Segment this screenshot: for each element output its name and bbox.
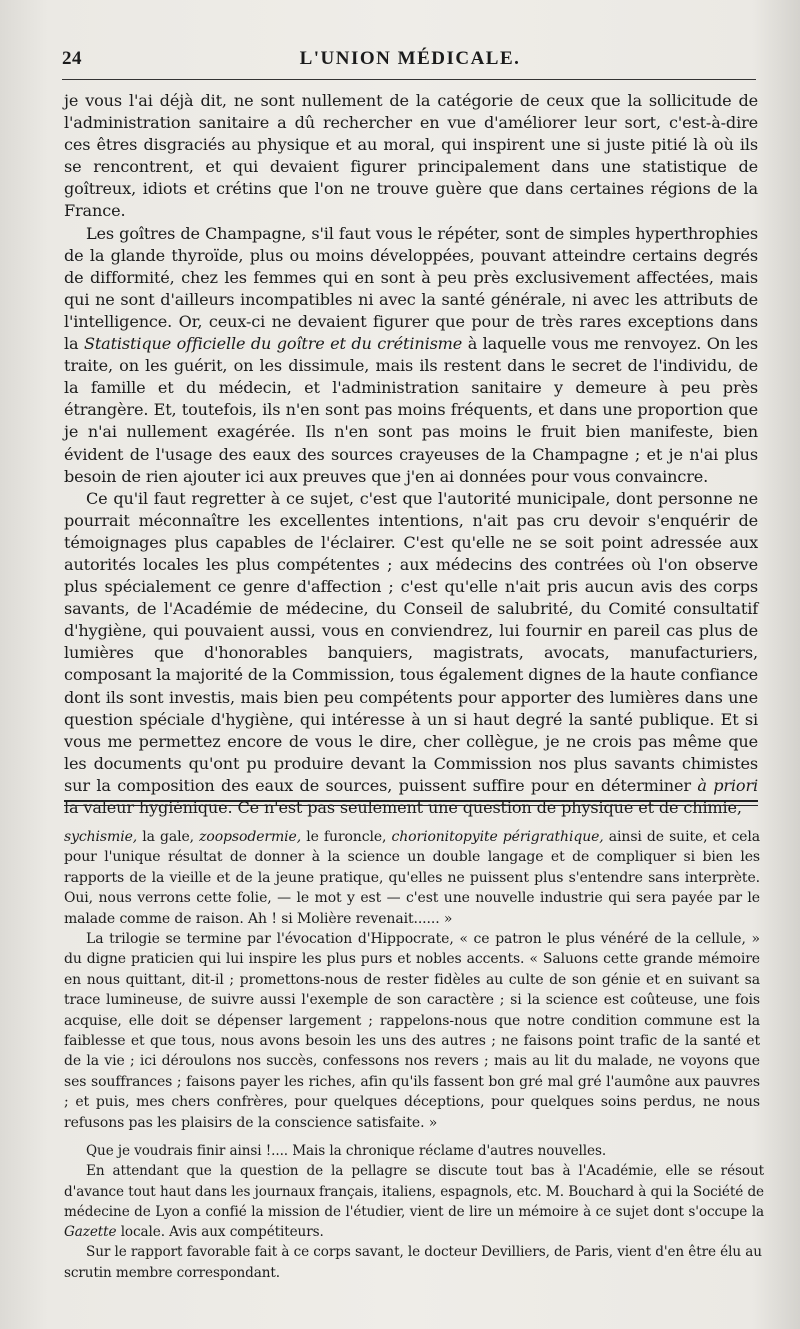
feuilleton-text-b: le furoncle, (306, 829, 387, 845)
gazette-title: Gazette (64, 1224, 117, 1241)
chronicle-paragraph-1: Que je voudrais finir ainsi !.... Mais la chronique réclame d'autres nouvelles. (86, 1143, 607, 1159)
paragraph-2-text-b: à laquelle vous me renvoyez. On les traite, on les guérit, on les dissimule, mais ils restent dans le secret de l'individu, de la famille et du médecin, et l'administration sanitaire y demeure à peu près étrangère. Et, toutefois, ils n'en sont pas moins fréquents, et dans une proportion que je n'ai nullement exagérée. Ils n'en sont pas moins le fruit bien manifeste, bien évident de l'usage des eaux des sources crayeuses de la Champagne ; et je n'ai plus besoin de rien ajouter ici aux preuves que j'en ai données pour vous convaincre. (64, 334, 759, 486)
paragraph-3-text-b: la valeur hygiénique. Ce n'est pas seulement une question de physique et de chimie, (64, 798, 742, 817)
chronicle-text-a: En attendant que la question de la pellagre se discute tout bas à l'Académie, elle se résout d'avance tout haut dans les journaux français, italiens, espagnols, etc. M. Bouchard à qui la Société de médecine de Lyon a confié la mission de l'étudier, vient de lire un mémoire à ce sujet dont s'occupe la (64, 1163, 764, 1220)
feuilleton-separator (64, 800, 758, 806)
term-zoopsodermie: zoopsodermie, (199, 829, 302, 845)
feuilleton-text-a: la gale, (142, 829, 194, 845)
paragraph-3 (64, 488, 758, 819)
page-number: 24 (62, 48, 82, 69)
term-sychismie: sychismie, (64, 829, 138, 845)
chronicle-paragraph-2 (64, 1161, 764, 1242)
feuilleton-text (64, 827, 760, 1133)
header-rule (62, 79, 756, 80)
paragraph-1: je vous l'ai déjà dit, ne sont nullement de la catégorie de ceux que la sollicitude de l'administration sanitaire a dû rechercher en vue d'améliorer leur sort, c'est-à-dire ces êtres disgraciés au physique et au moral, qui inspirent une si juste pitié là où ils se rencontrent, et qui devaient figurer principalement dans une statistique de goîtreux, idiots et crétins que l'on ne trouve guère que dans certaines régions de la France. (64, 91, 758, 221)
main-text (64, 90, 758, 819)
a-priori-phrase: à priori (697, 775, 758, 795)
feuilleton-paragraph-2: La trilogie se termine par l'évocation d'Hippocrate, « ce patron le plus vénéré de la cellule, » du digne praticien qui lui inspire les plus purs et nobles accents. « Saluons cette grande mémoire en nous quittant, dit-il ; promettons-nous de rester fidèles au culte de son génie et en suivant sa trace lumineuse, de suivre aussi l'exemple de son caractère ; si la science est coûteuse, une fois acquise, elle doit se dépenser largement ; rappelons-nous que notre condition commune est la faiblesse et que tous, nous avons besoin les uns des autres ; ne faisons point trafic de la santé et de la vie ; ici déroulons nos succès, confessons nos revers ; mais au lit du malade, ne voyons que ses souffrances ; faisons payer les riches, afin qu'ils fassent bon gré mal gré l'aumône aux pauvres ; et puis, mes chers confrères, pour quelques déceptions, pour quelques soins perdus, ne nous refusons pas les plaisirs de la conscience satisfaite. » (64, 931, 760, 1131)
paragraph-2 (64, 223, 758, 488)
chronicle-text-b: locale. Avis aux compétiteurs. (120, 1224, 324, 1241)
chronicle-paragraph-3: Sur le rapport favorable fait à ce corps savant, le docteur Devilliers, de Paris, vient d'en être élu au scrutin membre correspondant. (64, 1244, 762, 1281)
running-head: L'UNION MÉDICALE. (299, 48, 521, 69)
term-chorionitopyite: chorionitopyite périgrathique, (391, 829, 604, 845)
feuilleton-paragraph-1 (64, 827, 760, 929)
page-header (62, 44, 758, 78)
paragraph-2-text-a: Les goîtres de Champagne, s'il faut vous le répéter, sont de simples hyperthrophies de la glande thyroïde, plus ou moins développées, pouvant atteindre certains degrés de difformité, chez les femmes qui en sont à peu près exclusivement affectées, mais qui ne sont d'ailleurs incompatibles ni avec la santé générale, ni avec les attributs de l'intelligence. Or, ceux-ci ne devaient figurer que pour de très rares exceptions dans la (64, 223, 758, 354)
chronicle-text (64, 1141, 764, 1283)
statistique-title: Statistique officielle du goître et du crétinisme (83, 334, 463, 354)
feuilleton-text-c: ainsi de suite, et cela pour l'unique résultat de donner à la science un double langage et de compliquer si bien les rapports de la vieille et de la jeune pratique, qu'elles ne puissent plus s'entendre sans interprète. Oui, nous verrons cette folie, — le mot y est — c'est une nouvelle industrie qui sera payée par le malade comme de raison. Ah ! si Molière revenait...... » (64, 829, 760, 927)
paragraph-3-text-a: Ce qu'il faut regretter à ce sujet, c'est que l'autorité municipale, dont personne ne pourrait méconnaître les excellentes intentions, n'ait pas cru devoir s'enquérir de témoignages plus capables de l'éclairer. C'est qu'elle ne se soit point adressée aux autorités locales les plus compétentes ; aux médecins des contrées où l'on observe plus spécialement ce genre d'affection ; c'est qu'elle n'ait pris aucun avis des corps savants, de l'Académie de médecine, du Conseil de salubrité, du Comité consultatif d'hygiène, qui pouvaient aussi, vous en conviendrez, lui fournir en pareil cas plus de lumières que d'honorables banquiers, magistrats, avocats, manufacturiers, composant la majorité de la Commission, tous également dignes de la haute confiance dont ils sont investis, mais bien peu compétents pour apporter des lumières dans une question spéciale d'hygiène, qui intéresse à un si haut degré la santé publique. Et si vous me permettez encore de vous le dire, cher collègue, je ne crois pas même que les documents qu'ont pu produire devant la Commission nos plus savants chimistes sur la composition des eaux de sources, puissent suffire pour en déterminer (64, 488, 758, 795)
